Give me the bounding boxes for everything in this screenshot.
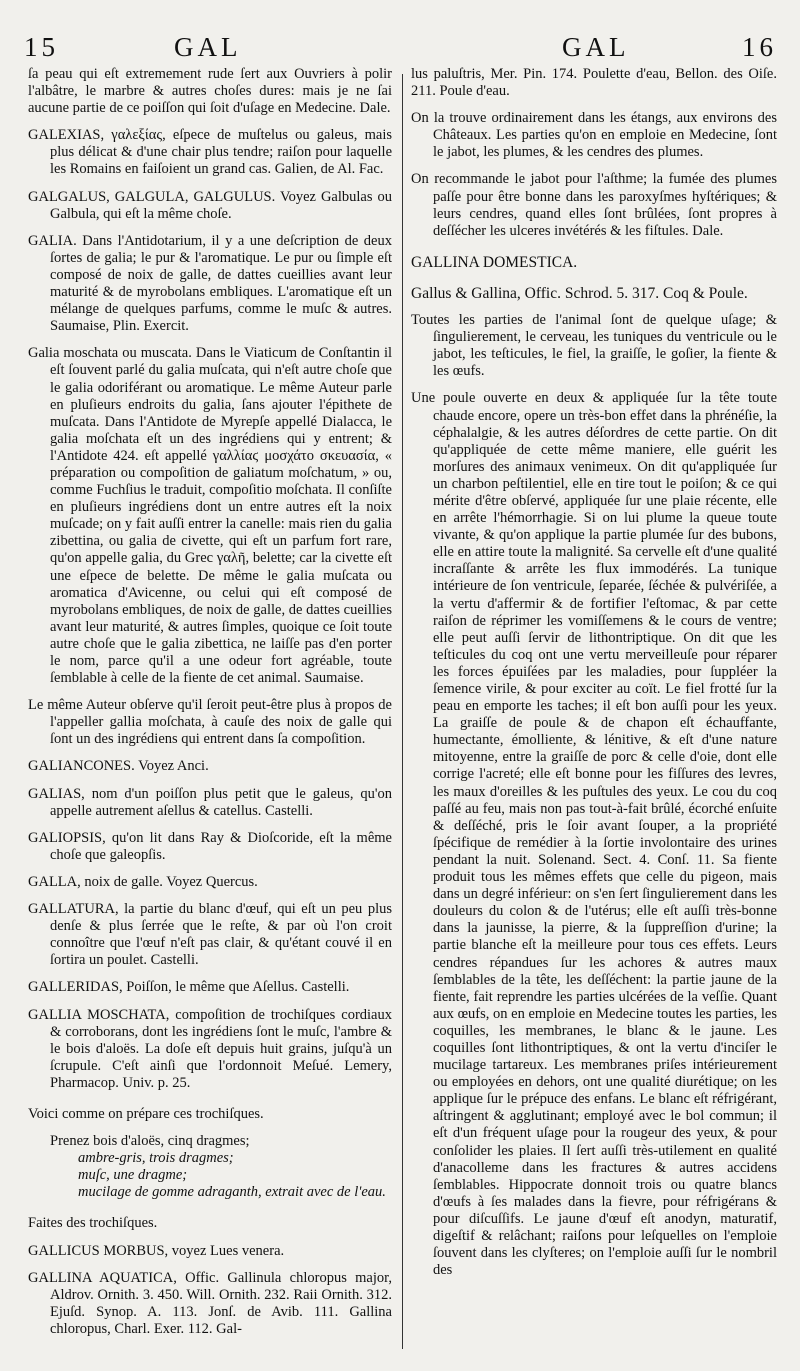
instruction-text: Voici comme on prépare ces trochiſques.: [28, 1105, 264, 1122]
instruction-text: Faites des trochiſques.: [28, 1215, 158, 1232]
recipe-line: ambre-gris, trois dragmes;: [78, 1150, 234, 1167]
continued-text: ſa peau qui eſt extremement rude ſert aux Ouvriers à polir l'albâtre, le marbre & autres choſes dures: mais je ne ſai aucune partie de ce poiſſon qui ſoit d'uſage en Medecine. Dale.: [28, 66, 392, 117]
headword-right: GAL: [562, 32, 630, 62]
dictionary-entry: GALLINA AQUATICA, Offic. Gallinula chloropus major, Aldrov. Ornith. 3. 450. Will. Ornith. 232. Raii Ornith. 312. Ejuſd. Synop. A. 113. Jonſ. de Avib. 111. Gallina chloropus, Charl. Exer. 112. Gal-: [28, 1269, 392, 1337]
dictionary-entry: GALIA. Dans l'Antidotarium, il y a une deſcription de deux ſortes de galia; le pur & l'aromatique. Le pur ou ſimple eſt composé de noix de galle, de dattes cueillies avant leur maturité & de myrobolans embliques. L'aromatique eſt un mélange de quelques parfums, comme le muſc & autres. Saumaise, Plin. Exercit.: [28, 232, 392, 335]
dictionary-entry: GALEXIAS, γαλεξίας, eſpece de muſtelus ou galeus, mais plus délicat & d'une chair plus tendre; raiſon pour laquelle les Romains en faiſoient un grand cas. Galien, de Al. Fac.: [28, 127, 392, 178]
column-divider: [402, 74, 403, 1349]
dictionary-entry: GALIAS, nom d'un poiſſon plus petit que le galeus, qu'on appelle autrement aſellus & catellus. Castelli.: [28, 785, 392, 819]
recipe-line: mucilage de gomme adraganth, extrait avec de l'eau.: [78, 1184, 386, 1201]
dictionary-entry: Le même Auteur obſerve qu'il ſeroit peut-être plus à propos de l'appeller gallia moſchata, à cauſe des noix de galle qui ſont un des ingrédiens qui entrent dans ſa compoſition.: [28, 697, 392, 748]
right-column: [411, 66, 777, 1279]
dictionary-entry: GALIOPSIS, qu'on lit dans Ray & Dioſcoride, eſt la même choſe que galeopſis.: [28, 829, 392, 863]
dictionary-entry: GALLIA MOSCHATA, compoſition de trochiſques cordiaux & corroborans, dont les ingrédiens ſont le muſc, l'ambre & le bois d'aloës. La doſe eſt depuis huit grains, juſqu'à un ſcrupule. C'eſt ainſi que l'ordonnoit Meſué. Lemery, Pharmacop. Univ. p. 25.: [28, 1006, 392, 1091]
entry-heading: Gallus & Gallina, Offic. Schrod. 5. 317. Coq & Poule.: [411, 284, 748, 302]
dictionary-entry: GALLATURA, la partie du blanc d'œuf, qui eſt un peu plus denſe & plus ſerrée que le reſte, & par où l'on croit connoître que l'œuf n'eſt pas clair, & qu'étant couvé il en ſortira un poulet. Castelli.: [28, 901, 392, 969]
headword-left: GAL: [174, 32, 242, 62]
dictionary-entry: GALLICUS MORBUS, voyez Lues venera.: [28, 1242, 285, 1259]
continued-text: lus paluſtris, Mer. Pin. 174. Poulette d'eau, Bellon. des Oiſe. 211. Poule d'eau.: [411, 66, 777, 100]
left-column: [28, 66, 392, 1338]
page-number-right: 16: [742, 32, 777, 62]
dictionary-entry: On recommande le jabot pour l'aſthme; la fumée des plumes paſſe pour être bonne dans les paroxyſmes hyſtériques; & leurs cendres, quand elles ſont brûlées, ſont propres à deſſécher les ulceres invétérés & les fiſtules. Dale.: [411, 171, 777, 239]
dictionary-entry: GALIANCONES. Voyez Anci.: [28, 758, 209, 775]
dictionary-entry: GALLA, noix de galle. Voyez Quercus.: [28, 873, 258, 890]
dictionary-entry: Galia moschata ou muscata. Dans le Viaticum de Conſtantin il eſt ſouvent parlé du galia muſcata, qui n'eſt autre choſe que le galia odoriférant ou aromatique. Le même Auteur parle en pluſieurs endroits du galia, ſans ajouter l'épithete de muſcata. Dans l'Antidote de Myrepſe appellé Dialacca, le galia moſchata eſt un des ingrédiens qui y entrent; & l'Antidote 424. eſt appellé γαλλίαϛ μοσχάτο σκευασία, « préparation ou compoſition de galiatum moſchatum, » ou, comme Fuchſius le traduit, compoſitio moſchata. Il conſiſte en pluſieurs ingrédiens dont un entre autres eſt la noix muſcade; on y fait auſſi entrer la canelle: mais rien du galia zibettina, ou galia de civette, qui eſt un parfum fort rare, qu'on appelle galia, du Grec γαλῆ, belette; car la civette eſt une eſpece de belette. De même le galia muſcata ou aromatica d'Avicenne, ou celui qui eſt composé de myrobolans embliques, de noix de galle, de dattes cueillies avant leur maturité, & autres ſimples, quoique ce ſoit toute autre choſe que le galia zibettica, ne laiſſe pas d'en porter le nom, parce qu'il a une odeur fort agréable, toute ſemblable à celle de la fiente de cet animal. Saumaise.: [28, 345, 392, 687]
dictionary-entry: Une poule ouverte en deux & appliquée ſur la tête toute chaude encore, opere un très-bon effet dans la phrénéſie, la céphalalgie, & les autres déſordres de cette partie. On dit qu'appliquée de cette même maniere, elle guérit les morſures des animaux venimeux. On dit qu'appliquée ſur un charbon peſtilentiel, elle en tire tout le poiſon; & ce qui mérite d'être obſervé, appliquée ſur une plaie récente, elle en arrête l'hémorrhagie. Si on lui plume la queue toute vivante, & qu'on applique la partie plumée ſur des bubons, elle en attire toute la malignité. Sa cervelle eſt d'une qualité incraſſante & arrête les flux immodérés. La tunique intérieure de ſon ventricule, ſeparée, ſéchée & pulvériſée, a la vertu d'affermir & de fortifier l'eſtomac, & par cette raiſon de réprimer les vomiſſemens & le cours de ventre; elle peut auſſi ſervir de lithontriptique. On dit que les teſticules du coq ont une vertu merveilleuſe pour réparer les forces épuiſées par les maladies, pour ſuppléer la ſemence virile, & pour exciter au coït. Le fiel frotté ſur la peau en emporte les taches; il eſt bon auſſi pour les yeux. La graiſſe de poule & de chapon eſt échauffante, humectante, émolliente, & lénitive, & eſt d'une nature mitoyenne, entre la graiſſe de porc & celle d'oie, dont elle corrige l'acreté; elle eſt bonne pour les fiſſures des levres, les maux d'oreilles & les puſtules des yeux. Le cou du coq paſſé au feu, mais non pas tout-à-fait brûlé, écorché enſuite & deſſéché, pris le ſoir avant ſouper, a la propriété ſpécifique de remédier à la ſortie involontaire des urines pendant la nuit. Solenand. Sect. 4. Conſ. 11. Sa fiente produit tous les mêmes effets que celle du pigeon, mais dans un degré inférieur: on s'en ſert ſingulierement dans les douleurs du colon & de l'utérus; elle eſt auſſi très-bonne dans la jaunisse, la pierre, & la ſuppreſſion d'urine; la partie blanche eſt la meilleure pour tous ces effets. Leurs cendres répandues ſur les achores & autres maux ſemblables de la tête, les deſſéchent: la partie jaune de la fiente, fait reprendre les parties ulcérées de la veſſie. Quant aux œufs, on en emploie en Medecine toutes les parties, les coquilles, les membranes, le blanc & le jaune. Les coquilles ſont lithontriptiques, & ont la vertu d'inciſer le mucilage tartareux. Les membranes priſes intérieurement ou employées en dehors, ont une qualité diurétique; on les applique ſur le prépuce des enfans. Le blanc eſt réfrigérant, aſtringent & agglutinant; employé avec le bol commun; il eſt d'un fréquent uſage pour la rougeur des yeux, & pour conſolider les plaies. Il ſert auſſi très-utilement en qualité d'anacolleme dans les fractures & autres accidens ſemblables. Hippocrate donnoit trois ou quatre blancs d'œufs à ſes malades dans la fievre, pour réfrigérans & pour diſcuſſifs. Le jaune d'œuf eſt anodyn, maturatif, digeſtif & relâchant; raiſons pour leſquelles on l'emploie ſouvent dans les clyſteres; on l'emploie auſſi ſur le nombril des: [411, 390, 777, 1279]
recipe-line: muſc, une dragme;: [78, 1167, 188, 1184]
dictionary-entry: GALLERIDAS, Poiſſon, le même que Aſellus. Castelli.: [28, 979, 350, 996]
entry-heading: GALLINA DOMESTICA.: [411, 253, 578, 271]
dictionary-entry: On la trouve ordinairement dans les étangs, aux environs des Châteaux. Les parties qu'on en emploie en Medecine, ſont le jabot, les plumes, & les cendres des plumes.: [411, 110, 777, 161]
recipe-line: Prenez bois d'aloës, cinq dragmes;: [50, 1133, 250, 1150]
dictionary-entry: Toutes les parties de l'animal ſont de quelque uſage; & ſingulierement, le cerveau, les tuniques du ventricule ou le jabot, les teſticules, le fiel, la graiſſe, le goſier, la fiente & les œufs.: [411, 312, 777, 380]
dictionary-entry: GALGALUS, GALGULA, GALGULUS. Voyez Galbulas ou Galbula, qui eſt la même choſe.: [28, 188, 392, 222]
page-number-left: 15: [24, 32, 59, 62]
